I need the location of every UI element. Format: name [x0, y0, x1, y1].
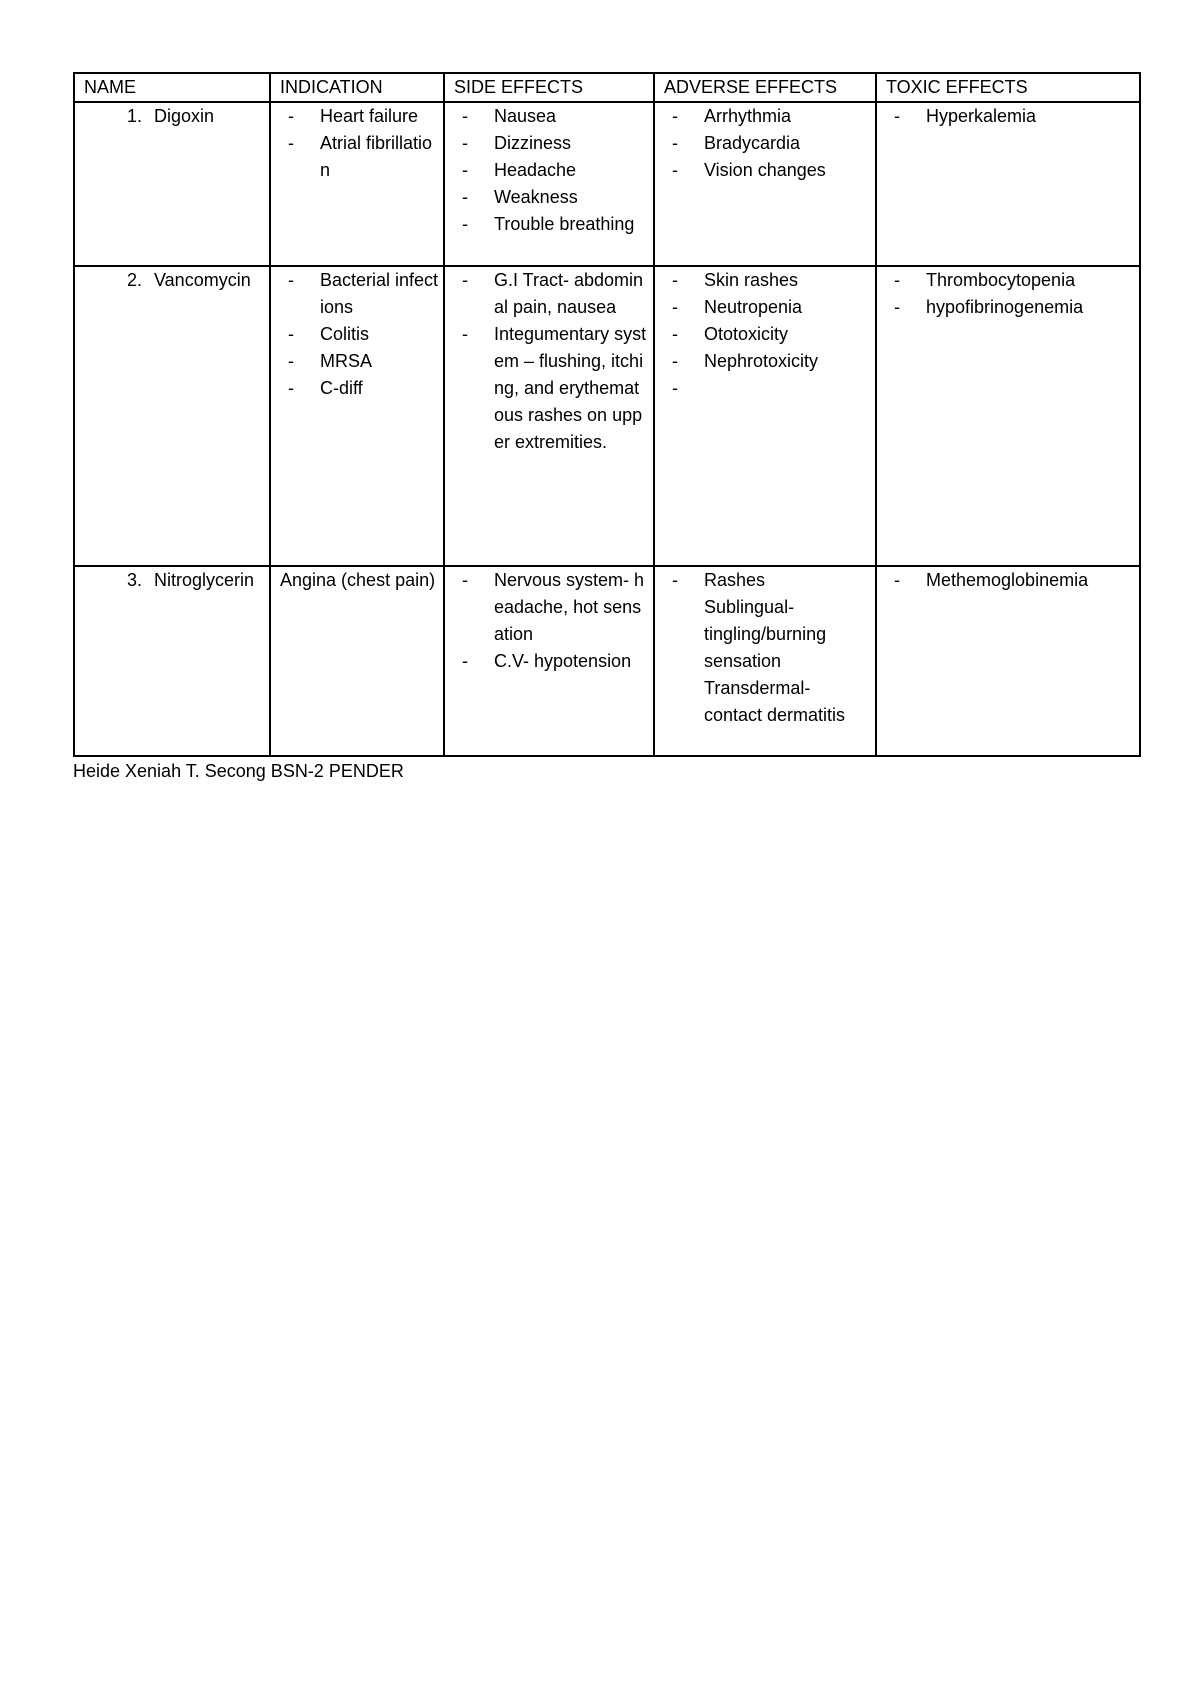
- header-row: [74, 73, 1140, 102]
- author-footer: Heide Xeniah T. Secong BSN-2 PENDER: [73, 761, 404, 781]
- list-item: - Trouble breathing: [454, 211, 649, 238]
- list-item: - C-diff: [280, 375, 439, 402]
- list-item: - Hyperkalemia: [886, 103, 1135, 130]
- drug-name: Nitroglycerin: [154, 570, 255, 590]
- drug-table: [73, 72, 1141, 757]
- drug-name: Vancomycin: [154, 270, 251, 290]
- side-effects-cell: [444, 102, 654, 266]
- toxic-effects-cell: [876, 566, 1140, 756]
- list-item: - MRSA: [280, 348, 439, 375]
- list-item: - Headache: [454, 157, 649, 184]
- header-name: NAME: [74, 73, 270, 102]
- list-item: - G.I Tract- abdominal pain, nausea: [454, 267, 649, 321]
- list-item: - Arrhythmia: [664, 103, 871, 130]
- header-adverse-effects: ADVERSE EFFECTS: [654, 73, 876, 102]
- list-item: - Dizziness: [454, 130, 649, 157]
- indication-text: Angina (chest pain): [280, 570, 436, 590]
- adverse-effects-cell: [654, 266, 876, 566]
- list-item: Transdermal- contact dermatitis: [704, 678, 846, 725]
- list-item: - Nervous system- headache, hot sensation: [454, 567, 649, 648]
- list-item: - Rashes: [664, 567, 871, 594]
- list-item: - C.V- hypotension: [454, 648, 649, 675]
- adverse-effects-cell: [654, 102, 876, 266]
- name-cell: [74, 566, 270, 756]
- header-side-effects: SIDE EFFECTS: [444, 73, 654, 102]
- list-item: - Nephrotoxicity: [664, 348, 871, 375]
- toxic-effects-cell: [876, 102, 1140, 266]
- list-item: - Colitis: [280, 321, 439, 348]
- row-number: 3.: [126, 570, 142, 590]
- header-toxic-effects: TOXIC EFFECTS: [876, 73, 1140, 102]
- list-item: - Integumentary system – flushing, itching, and erythematous rashes on upper extremities.: [454, 321, 649, 456]
- list-item: [664, 375, 871, 402]
- list-item: - Nausea: [454, 103, 649, 130]
- name-cell: [74, 266, 270, 566]
- indication-cell: [270, 266, 444, 566]
- list-item: - Heart failure: [280, 103, 439, 130]
- side-effects-cell: [444, 266, 654, 566]
- indication-cell: [270, 102, 444, 266]
- drug-name: Digoxin: [154, 106, 215, 126]
- table-row: [74, 266, 1140, 566]
- list-item: - hypofibrinogenemia: [886, 294, 1135, 321]
- list-item: - Weakness: [454, 184, 649, 211]
- table-row: [74, 102, 1140, 266]
- header-indication: INDICATION: [270, 73, 444, 102]
- list-item: - Atrial fibrillation: [280, 130, 439, 184]
- list-item: - Methemoglobinemia: [886, 567, 1135, 594]
- side-effects-cell: [444, 566, 654, 756]
- table-row: [74, 566, 1140, 756]
- list-item: - Neutropenia: [664, 294, 871, 321]
- list-item: Sublingual- tingling/burning sensation: [704, 597, 827, 671]
- list-item: - Bradycardia: [664, 130, 871, 157]
- list-item: - Skin rashes: [664, 267, 871, 294]
- adverse-effects-cell: [654, 566, 876, 756]
- list-item: - Vision changes: [664, 157, 871, 184]
- row-number: 2.: [126, 270, 142, 290]
- list-item: - Bacterial infections: [280, 267, 439, 321]
- indication-cell: [270, 566, 444, 756]
- row-number: 1.: [126, 106, 142, 126]
- name-cell: [74, 102, 270, 266]
- list-item: - Thrombocytopenia: [886, 267, 1135, 294]
- toxic-effects-cell: [876, 266, 1140, 566]
- list-item: - Ototoxicity: [664, 321, 871, 348]
